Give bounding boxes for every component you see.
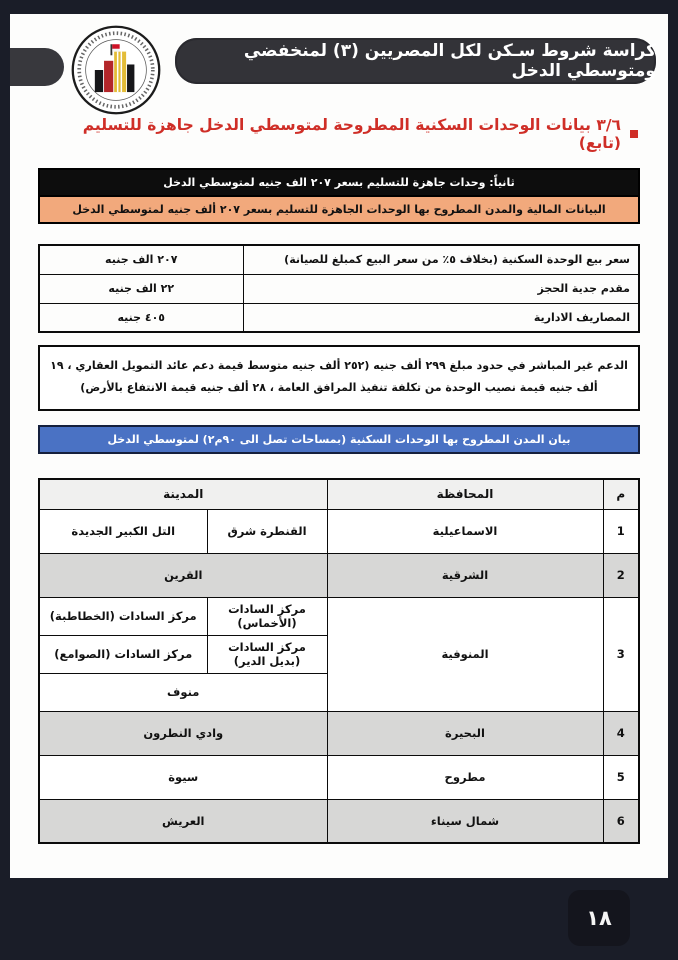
governorate-cell: الشرقية bbox=[327, 553, 603, 597]
document-title-banner bbox=[175, 38, 656, 84]
price-label: المصاريف الادارية bbox=[243, 303, 639, 332]
page-number-badge bbox=[568, 890, 630, 946]
bullet-square-icon bbox=[630, 130, 638, 138]
cities-table bbox=[38, 478, 640, 844]
city-cell: التل الكبير الجديدة bbox=[39, 509, 207, 553]
page-content bbox=[10, 168, 668, 844]
section-heading-text: ٣/٦ بيانات الوحدات السكنية المطروحة لمتوسطي الدخل جاهزة للتسليم (تابع) bbox=[82, 116, 621, 152]
section-bars bbox=[38, 168, 640, 224]
blue-title-bar: بيان المدن المطروح بها الوحدات السكنية (بمساحات تصل الى ٩٠م٢) لمتوسطي الدخل bbox=[38, 425, 640, 454]
city-cell: القنطرة شرق bbox=[207, 509, 327, 553]
table-row bbox=[39, 755, 639, 799]
table-row bbox=[39, 509, 639, 553]
banner-left-stub bbox=[10, 48, 64, 86]
page-header bbox=[10, 14, 668, 114]
social-housing-fund-logo-icon bbox=[70, 24, 162, 116]
price-value: ٢٠٧ الف جنيه bbox=[39, 245, 243, 274]
orange-subtitle-bar: البيانات المالية والمدن المطروح بها الوحدات الجاهزة للتسليم بسعر ٢٠٧ ألف جنيه لمتوسطي الدخل bbox=[40, 195, 638, 222]
city-cell: مركز السادات (بديل الدير) bbox=[207, 635, 327, 673]
price-value: ٤٠٥ جنيه bbox=[39, 303, 243, 332]
row-index: 2 bbox=[603, 553, 639, 597]
row-index: 3 bbox=[603, 597, 639, 711]
city-cell: القرين bbox=[39, 553, 327, 597]
city-cell: مركز السادات (الخطاطبة) bbox=[39, 597, 207, 635]
table-row bbox=[39, 553, 639, 597]
price-value: ٢٢ الف جنيه bbox=[39, 274, 243, 303]
header-governorate: المحافظة bbox=[327, 479, 603, 509]
governorate-cell: الاسماعيلية bbox=[327, 509, 603, 553]
page-number: ١٨ bbox=[586, 906, 612, 930]
table-row bbox=[39, 799, 639, 843]
row-index: 6 bbox=[603, 799, 639, 843]
governorate-cell: شمال سيناء bbox=[327, 799, 603, 843]
city-cell: منوف bbox=[39, 673, 327, 711]
document-title: كراسة شروط سـكن لكل المصريين (٣) لمنخفضي ومتوسطي الدخل bbox=[243, 41, 656, 81]
table-row bbox=[39, 597, 639, 635]
header-city: المدينة bbox=[39, 479, 327, 509]
table-row bbox=[39, 711, 639, 755]
city-cell: سيوة bbox=[39, 755, 327, 799]
table-header-row bbox=[39, 479, 639, 509]
row-index: 4 bbox=[603, 711, 639, 755]
governorate-cell: البحيرة bbox=[327, 711, 603, 755]
table-row bbox=[39, 303, 639, 332]
city-cell: مركز السادات (الصوامع) bbox=[39, 635, 207, 673]
city-cell: مركز السادات (الأخماس) bbox=[207, 597, 327, 635]
footer-strip bbox=[0, 878, 678, 960]
document-page bbox=[10, 14, 668, 878]
governorate-cell: مطروح bbox=[327, 755, 603, 799]
price-label: سعر بيع الوحدة السكنية (بخلاف ٥٪ من سعر البيع كمبلغ للصيانة) bbox=[243, 245, 639, 274]
subsidy-note: الدعم غير المباشر في حدود مبلغ ٢٩٩ ألف جنيه (٢٥٢ ألف جنيه متوسط قيمة دعم عائد التمويل العقاري ، ١٩ ألف جنيه قيمة نصيب الوحدة من تكلفة تنفيذ المرافق العامة ، ٢٨ ألف جنيه قيمة الانتفاع بالأرض) bbox=[38, 345, 640, 411]
row-index: 1 bbox=[603, 509, 639, 553]
table-row bbox=[39, 245, 639, 274]
governorate-cell: المنوفية bbox=[327, 597, 603, 711]
header-index: م bbox=[603, 479, 639, 509]
black-title-bar: ثانياً: وحدات جاهزة للتسليم بسعر ٢٠٧ الف جنيه لمتوسطي الدخل bbox=[40, 170, 638, 195]
section-heading bbox=[40, 116, 638, 152]
city-cell: وادي النطرون bbox=[39, 711, 327, 755]
row-index: 5 bbox=[603, 755, 639, 799]
financial-data-table bbox=[38, 244, 640, 333]
table-row bbox=[39, 274, 639, 303]
price-label: مقدم جدية الحجز bbox=[243, 274, 639, 303]
city-cell: العريش bbox=[39, 799, 327, 843]
